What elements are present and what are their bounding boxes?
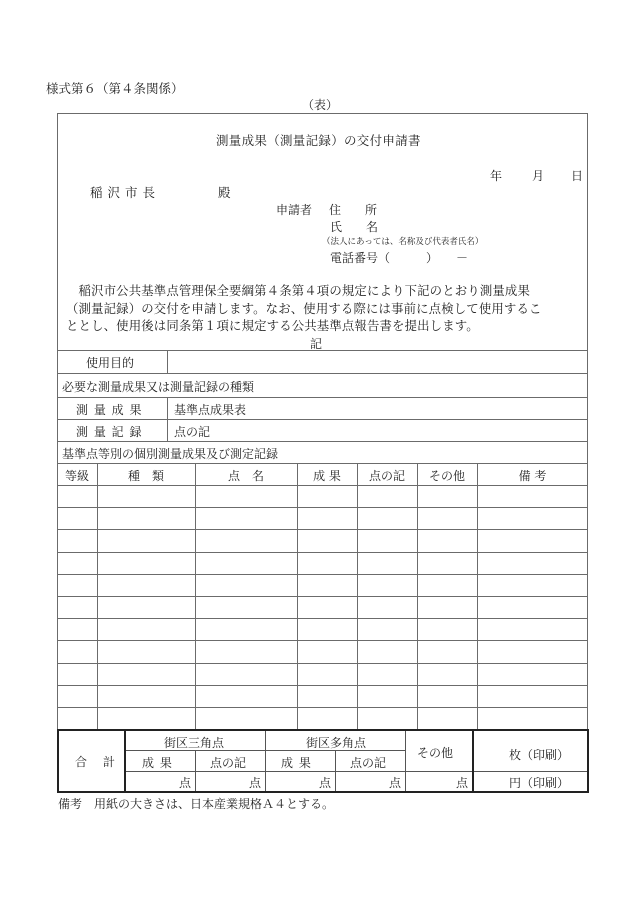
table-cell[interactable]	[99, 577, 193, 593]
table-cell[interactable]	[197, 643, 295, 659]
column-divider	[297, 463, 298, 729]
table-cell[interactable]	[419, 510, 475, 526]
table-cell[interactable]	[479, 666, 586, 682]
table-cell[interactable]	[359, 688, 415, 704]
rule	[57, 663, 588, 664]
column-header: 点の記	[368, 469, 405, 483]
body-line: ととし、使用後は同条第１項に規定する公共基準点報告書を提出します。	[66, 318, 479, 333]
types-heading: 必要な測量成果又は測量記録の種類	[62, 380, 255, 394]
table-cell[interactable]	[299, 688, 355, 704]
table-cell[interactable]	[359, 488, 415, 504]
divider	[335, 751, 336, 791]
table-cell[interactable]	[479, 688, 586, 704]
table-cell[interactable]	[419, 666, 475, 682]
rule	[57, 373, 588, 374]
column-header: 点 名	[227, 469, 264, 483]
divider	[124, 731, 126, 791]
table-cell[interactable]	[419, 577, 475, 593]
survey-records-label: 測 量 記 録	[76, 425, 143, 439]
rule	[57, 685, 588, 686]
rule	[57, 574, 588, 575]
divider	[167, 350, 168, 373]
detail-heading: 基準点等別の個別測量成果及び測定記録	[62, 447, 279, 461]
purpose-label: 使用目的	[86, 356, 135, 370]
table-cell[interactable]	[99, 510, 193, 526]
polygon-records-header: 点の記	[350, 756, 387, 770]
polygon-results-header: 成 果	[281, 756, 312, 770]
table-cell[interactable]	[299, 599, 355, 615]
table-cell[interactable]	[197, 710, 295, 726]
column-header: その他	[428, 469, 465, 483]
triangle-records-header: 点の記	[210, 756, 247, 770]
table-cell[interactable]	[299, 510, 355, 526]
table-cell[interactable]	[479, 599, 586, 615]
table-cell[interactable]	[197, 577, 295, 593]
table-cell[interactable]	[99, 599, 193, 615]
rule	[57, 596, 588, 597]
table-cell[interactable]	[359, 621, 415, 637]
total-label: 合 計	[75, 755, 118, 769]
survey-records-value: 点の記	[174, 425, 211, 439]
table-cell[interactable]	[197, 488, 295, 504]
divider	[472, 731, 474, 791]
table-cell[interactable]	[479, 488, 586, 504]
date-year-label: 年	[490, 169, 503, 183]
form-title: 測量成果（測量記録）の交付申請書	[216, 133, 421, 148]
rule	[125, 771, 475, 772]
column-divider	[417, 463, 418, 729]
table-cell[interactable]	[197, 555, 295, 571]
body-line: （測量記録）の交付を申請します。なお、使用する際には事前に点検して使用するこ	[66, 300, 542, 316]
rule	[57, 485, 588, 486]
table-cell[interactable]	[299, 555, 355, 571]
table-cell[interactable]	[479, 643, 586, 659]
column-divider	[477, 463, 478, 729]
corporate-note: （法人にあっては、名称及び代表者氏名）	[322, 237, 484, 247]
column-header: 備 考	[518, 469, 547, 483]
table-cell[interactable]	[59, 555, 95, 571]
table-cell[interactable]	[99, 621, 193, 637]
table-cell[interactable]	[197, 666, 295, 682]
table-cell[interactable]	[359, 577, 415, 593]
survey-results-value: 基準点成果表	[174, 403, 247, 417]
triangle-results-header: 成 果	[142, 756, 173, 770]
table-cell[interactable]	[59, 532, 95, 548]
polygon-records-unit: 点	[389, 776, 402, 790]
side-label: （表）	[302, 98, 339, 112]
address-label: 住 所	[329, 203, 378, 217]
rule	[57, 419, 588, 420]
table-cell[interactable]	[419, 599, 475, 615]
table-cell[interactable]	[359, 555, 415, 571]
column-header: 成 果	[313, 469, 341, 483]
table-cell[interactable]	[197, 621, 295, 637]
name-label: 氏 名	[330, 220, 379, 234]
group-triangle-label: 街区三角点	[164, 736, 225, 750]
body-line: 稲沢市公共基準点管理保全要綱第４条第４項の規定により下記のとおり測量成果	[66, 283, 531, 298]
date-month-label: 月	[532, 169, 545, 183]
rule	[57, 441, 588, 442]
table-cell[interactable]	[299, 488, 355, 504]
other-unit: 点	[456, 776, 469, 790]
table-cell[interactable]	[479, 555, 586, 571]
table-cell[interactable]	[59, 577, 95, 593]
table-cell[interactable]	[197, 510, 295, 526]
purpose-field[interactable]	[172, 354, 582, 370]
sheets-unit: 枚（印刷）	[509, 748, 570, 762]
table-cell[interactable]	[299, 532, 355, 548]
table-cell[interactable]	[59, 621, 95, 637]
table-cell[interactable]	[479, 510, 586, 526]
table-cell[interactable]	[419, 621, 475, 637]
rule	[57, 529, 588, 530]
table-cell[interactable]	[479, 532, 586, 548]
divider	[405, 731, 406, 791]
table-cell[interactable]	[197, 599, 295, 615]
rule	[57, 350, 588, 351]
table-cell[interactable]	[99, 555, 193, 571]
rule	[57, 707, 588, 708]
date-day-label: 日	[571, 169, 584, 183]
ki-heading: 記	[310, 337, 323, 351]
other-header: その他	[417, 746, 454, 760]
yen-unit: 円（印刷）	[509, 776, 570, 790]
table-cell[interactable]	[299, 666, 355, 682]
column-divider	[195, 463, 196, 729]
table-cell[interactable]	[359, 666, 415, 682]
group-polygon-label: 街区多角点	[306, 736, 367, 750]
column-header: 種 類	[127, 469, 164, 483]
table-cell[interactable]	[479, 577, 586, 593]
table-cell[interactable]	[299, 643, 355, 659]
addressee: 稲沢市長	[90, 185, 161, 200]
table-cell[interactable]	[359, 710, 415, 726]
table-cell[interactable]	[419, 643, 475, 659]
rule	[57, 618, 588, 619]
column-divider	[97, 463, 98, 729]
table-cell[interactable]	[359, 510, 415, 526]
divider	[167, 397, 168, 441]
table-cell[interactable]	[299, 710, 355, 726]
table-cell[interactable]	[59, 643, 95, 659]
column-header: 等級	[64, 469, 89, 483]
table-cell[interactable]	[359, 643, 415, 659]
table-cell[interactable]	[479, 621, 586, 637]
table-cell[interactable]	[419, 688, 475, 704]
rule	[57, 463, 588, 464]
table-cell[interactable]	[197, 532, 295, 548]
table-cell[interactable]	[197, 688, 295, 704]
form-number: 様式第６（第４条関係）	[46, 81, 184, 96]
column-divider	[357, 463, 358, 729]
divider	[195, 751, 196, 791]
table-cell[interactable]	[59, 688, 95, 704]
table-cell[interactable]	[59, 599, 95, 615]
table-cell[interactable]	[99, 666, 193, 682]
table-cell[interactable]	[419, 555, 475, 571]
polygon-results-unit: 点	[319, 776, 332, 790]
table-cell[interactable]	[99, 643, 193, 659]
rule	[473, 771, 587, 772]
table-cell[interactable]	[59, 710, 95, 726]
applicant-label: 申請者	[276, 203, 313, 217]
table-cell[interactable]	[419, 710, 475, 726]
table-cell[interactable]	[99, 688, 193, 704]
table-cell[interactable]	[359, 532, 415, 548]
table-cell[interactable]	[359, 599, 415, 615]
rule	[57, 397, 588, 398]
divider	[265, 731, 266, 791]
table-cell[interactable]	[299, 577, 355, 593]
triangle-records-unit: 点	[249, 776, 262, 790]
table-cell[interactable]	[419, 488, 475, 504]
triangle-results-unit: 点	[179, 776, 192, 790]
rule	[57, 640, 588, 641]
survey-results-label: 測 量 成 果	[76, 403, 143, 417]
table-cell[interactable]	[419, 532, 475, 548]
addressee-honorific: 殿	[218, 185, 231, 200]
table-cell[interactable]	[479, 710, 586, 726]
rule	[57, 552, 588, 553]
table-cell[interactable]	[99, 488, 193, 504]
rule	[57, 507, 588, 508]
table-cell[interactable]	[299, 621, 355, 637]
phone-label: 電話番号（ ） －	[330, 251, 469, 265]
table-cell[interactable]	[59, 488, 95, 504]
totals-table	[57, 729, 589, 793]
table-cell[interactable]	[59, 666, 95, 682]
table-cell[interactable]	[59, 510, 95, 526]
table-cell[interactable]	[99, 532, 193, 548]
footnote: 備考 用紙の大きさは、日本産業規格Ａ４とする。	[58, 797, 335, 811]
request-body	[66, 282, 586, 335]
table-cell[interactable]	[99, 710, 193, 726]
